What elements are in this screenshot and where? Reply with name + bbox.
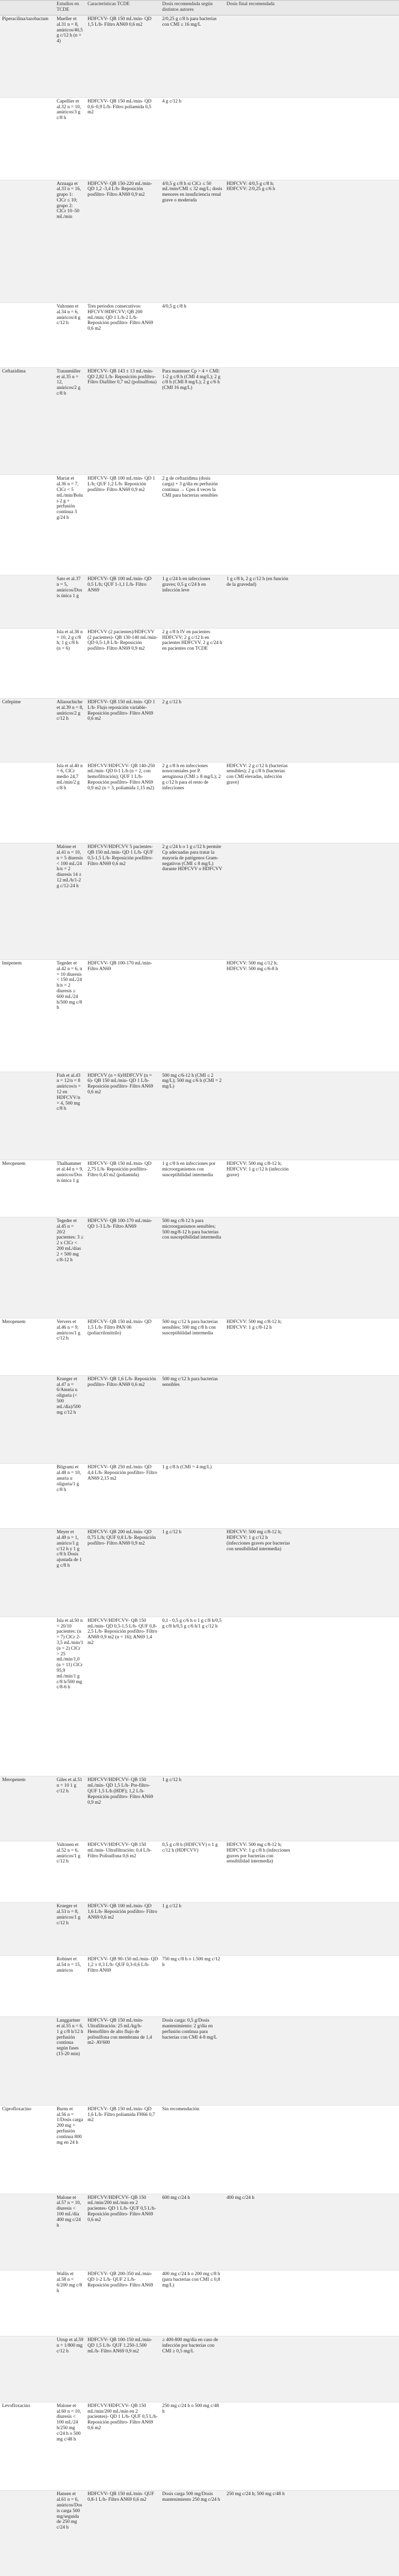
cell-family: [0, 762, 55, 843]
cell-dose: Dosis carga 500 mg/Dosis mantenimiento 250 mg c/24 h: [160, 2490, 224, 2576]
cell-study: Fish et al.43 n = 12/n = 8 anúricos/n = 12 en HDFCVV/n = 4, 500 mg c/8 h: [55, 1072, 85, 1160]
cell-spacer: [294, 1375, 399, 1464]
cell-dose: 250 mg c/24 h o 500 mg c/48 h: [160, 2402, 224, 2490]
cell-spacer: [294, 628, 399, 698]
cell-features: HDFCVV- QB 150 mL/min- QD 1,5 L/h- Filtro AN69 0,6 m2: [85, 15, 160, 98]
cell-family: Imipenem: [0, 960, 55, 1072]
cell-dose: 2 g c/8 h en infecciones nosocomiales por P. aeruginosa (CMI ≥ 8 mg/L); 2 g c/12 h para el resto de infecciones: [160, 762, 224, 843]
cell-family: [0, 2490, 55, 2576]
cell-dose: 1 g c/8 h en infecciones por microorganismos con susceptibilidad intermedia: [160, 1160, 224, 1217]
cell-features: HDFCVV- QB 150-220 mL/min- QD 1,2 -3,4 L/h- Reposición posfiltro- Filtro AN69 0,9 m2: [85, 180, 160, 303]
cell-dose: 500 mg c/8-12 h para microorganismos sensibles; 500 mg/8-12 h para bacterias con susceptibilidad intermedia: [160, 1217, 224, 1318]
cell-study: Wallis et al.58 n = 6/200 mg c/8 h: [55, 2270, 85, 2336]
table-row: [0, 1617, 399, 1776]
cell-features: HDFCVV- QB 1,6 L/h- Reposición posfiltro- Filtro AN69 0,6 m2: [85, 1375, 160, 1464]
cell-study: Langgartner et al.55 n = 6, 1 g c/8 h/12 h perfusión continua según fases (15-20 min): [55, 2017, 85, 2106]
table-row: [0, 1841, 399, 1903]
cell-final-dose: [224, 367, 294, 475]
cell-final-dose: [224, 1903, 294, 1956]
cell-dose: 0,5 g c/8 h (HDFCVV) o 1 g c/12 h (HDFCVV): [160, 1841, 224, 1903]
table-row: [0, 2194, 399, 2270]
cell-features: HDFCVV- QB 100 mL/min- QD 1 L/h; QUF 1,2 L/h- Reposición posfiltro- Filtro AN69 0,9 m2: [85, 475, 160, 575]
cell-spacer: [294, 575, 399, 629]
table-row: [0, 180, 399, 303]
table-header-row: [0, 1, 399, 15]
cell-spacer: [294, 960, 399, 1072]
cell-study: Mariat et al.36 n = 7, ClCr < 5 mL/min/Bolus 2 g + perfusión continua 3 g/24 h: [55, 475, 85, 575]
cell-family: Cefepime: [0, 699, 55, 762]
cell-study: Isla et al.50 n = 20/10 pacientes: (n = 7) ClCr 2-3,5 mL/min/1 (n = 2) ClCr > 25 mL/min/1,0 (n = 11) ClCr 95,9 mL/min/1 g c/8 h/500 mg c/8-6 h: [55, 1617, 85, 1776]
cell-dose: 1 g c/12 h: [160, 1903, 224, 1956]
table-row: [0, 762, 399, 843]
cell-study: Isla et al.40 n = 6, ClCr medio 24,7 mL/min/2 g c/8 h: [55, 762, 85, 843]
cell-spacer: [294, 2194, 399, 2270]
cell-dose: 600 mg c/24 h: [160, 2194, 224, 2270]
cell-dose: 750 mg c/8 h o 1.500 mg c/12 h: [160, 1955, 224, 2016]
cell-spacer: [294, 2105, 399, 2194]
cell-dose: ≥ 400-800 mg/día en caso de infección por bacterias con CMI ≥ 0,5 mg/L: [160, 2336, 224, 2402]
cell-dose: Sin recomendación: [160, 2105, 224, 2194]
cell-dose: 2 g c/24 h o 1 g c/12 h permite Cp adecuadas para tratar la mayoría de patógenos Gram-negativos (CMI ≤ 8 mg/L) durante HDFCVV o HDFCVV: [160, 843, 224, 960]
cell-features: HDFCVV/HDFCVV- QB 150 mL/min/200 mL/min en 2 pacientes- QD 1 L/h- QUF 0,5 L/h- Reposición posfiltro- Filtro AN69 0,6 m2: [85, 2194, 160, 2270]
cell-dose: Para mantener Cp > 4 × CMI: 1-2 g c/8 h (CMI 4 mg/L); 2 g c/8 h (CMI 8 mg/L); 2 g c/6 h (CMI 16 mg/L): [160, 367, 224, 475]
cell-family: [0, 475, 55, 575]
cell-final-dose: [224, 1464, 294, 1529]
cell-final-dose: [224, 1217, 294, 1318]
cell-features: HDFCVV- QB 200-350 mL/min- QD 1-2 L/h- QUF 2 L/h- Reposición posfiltro- Filtro AN69: [85, 2270, 160, 2336]
cell-family: Meropenem: [0, 1776, 55, 1841]
cell-final-dose: [224, 2336, 294, 2402]
table-row: [0, 97, 399, 180]
cell-features: HDFCVV- QB 100-150 mL/min- QD 1,5 L/h- QUF 1.250-1.500 mL/h- Filtro AN69 0,9 m2: [85, 2336, 160, 2402]
cell-features: HDFCVV- QB 100-170 mL/min- QD 1-3 L/h- Filtro AN69: [85, 1217, 160, 1318]
cell-spacer: [294, 1072, 399, 1160]
cell-features: HDFCVV- QB 150 mL/min- Ultrafiltración: 25 mL/kg/h- Hemofiltro de alto flujo de polisulfona con membrana de 1,4 m2- AV600: [85, 2017, 160, 2106]
cell-dose: Dosis carga: 0,5 g/Dosis mantenimiento: 2 g/día en perfusión continua para bacterias con CMI 4-8 mg/L: [160, 2017, 224, 2106]
table-row: [0, 2017, 399, 2106]
table-row: [0, 575, 399, 629]
cell-final-dose: 400 mg c/24 h: [224, 2194, 294, 2270]
cell-spacer: [294, 1529, 399, 1617]
cell-features: HDFCVV- QB 150 mL/min- QD 2,75 L/h- Reposición posfiltro- Filtro 0,43 m2 (poliamida): [85, 1160, 160, 1217]
cell-family: Levofloxacino: [0, 2402, 55, 2490]
table-row: [0, 1160, 399, 1217]
cell-family: [0, 2194, 55, 2270]
cell-spacer: [294, 1318, 399, 1376]
header-study: Estudios en TCDE: [55, 1, 85, 15]
table-row: [0, 843, 399, 960]
cell-final-dose: [224, 15, 294, 98]
cell-dose: 500 mg c/12 h para bacterias sensibles; 500 mg c/8 h con susceptibilidad intermedia: [160, 1318, 224, 1376]
cell-family: [0, 1375, 55, 1464]
cell-family: [0, 2017, 55, 2106]
cell-features: HDFCVV- QB 143 ± 13 mL/min- QD 2,82 L/h- Reposición posfiltro- Filtro Diafilter 0,7 m2 (polisulfona): [85, 367, 160, 475]
cell-family: [0, 628, 55, 698]
cell-spacer: [294, 1776, 399, 1841]
cell-features: HDFCVV/HDFCVV- QB 140-250 mL/min- QD 0-1 L/h (n = 2, con hemofiltración); QUF 1 L/h- Reposición posfiltro- Filtro AN69 0,9 m2 (n = 3, poliamida 1,15 m2): [85, 762, 160, 843]
cell-family: [0, 2336, 55, 2402]
cell-study: Burns et al.56 n = 1/Dosis carga 200 mg + perfusión continua 800 mg en 24 h: [55, 2105, 85, 2194]
cell-study: Valtonen et al.34 n = 6, anúricos/4 g c/12 h: [55, 303, 85, 368]
cell-dose: 2 g c/12 h: [160, 699, 224, 762]
cell-study: Tegeder et al.42 n = 6, n = 10 diuresis < 150 mL/24 h/n = 2 diuresis ≥ 600 mL/24 h/500 mg c/8 h: [55, 960, 85, 1072]
cell-final-dose: [224, 1375, 294, 1464]
cell-family: [0, 1529, 55, 1617]
cell-features: HDFCVV/HDFCVV- QB 150 mL/min- Ultrafiltración: 0,4 L/h- Filtro Polisulfona 0,6 m2: [85, 1841, 160, 1903]
cell-family: [0, 97, 55, 180]
cell-dose: 4/0,5 g c/8 h: [160, 303, 224, 368]
cell-spacer: [294, 367, 399, 475]
cell-study: Capellier et al.32 n = 10, anúricos/3 g c/8 h: [55, 97, 85, 180]
cell-final-dose: HDFCVV: 4/0,5 g c/8 h; HDFCVV: 2/0,25 g c/6 h: [224, 180, 294, 303]
cell-family: [0, 575, 55, 629]
cell-spacer: [294, 1841, 399, 1903]
table-row: [0, 2270, 399, 2336]
cell-spacer: [294, 843, 399, 960]
table-row: [0, 1375, 399, 1464]
table-row: [0, 2402, 399, 2490]
cell-features: HDFCVV- QB 100-170 mL/min- Filtro AN69: [85, 960, 160, 1072]
cell-dose: 400 mg c/24 h o 200 mg c/8 h (para bacterias con CMI ≤ 0,8 mg/L): [160, 2270, 224, 2336]
cell-final-dose: [224, 2017, 294, 2106]
cell-final-dose: [224, 2105, 294, 2194]
table-row: [0, 475, 399, 575]
cell-final-dose: HDFCVV: 500 mg c/12 h; HDFCVV: 500 mg c/6-8 h: [224, 960, 294, 1072]
cell-dose: 1 g c/12 h: [160, 1529, 224, 1617]
cell-final-dose: [224, 475, 294, 575]
cell-study: Krueger et al.53 n = 8, anúricos/1 g c/12 h: [55, 1903, 85, 1956]
cell-spacer: [294, 2490, 399, 2576]
cell-final-dose: [224, 97, 294, 180]
cell-dose: 4 g c/12 h: [160, 97, 224, 180]
cell-study: Mueller et al.31 n = 8, anúricos/40,5 g c/12 h (n = 4): [55, 15, 85, 98]
table-body: [0, 15, 399, 2576]
cell-study: Malone et al.41 n = 10, n = 5 diuresis < 100 mL/24 h/n = 2 diuresis 14 ± 12 mL/h/1-2 g c/12-24 h: [55, 843, 85, 960]
cell-study: Tegeder et al.45 n = 20/2 pacientes: 3 ≥ 2 x ClCr < 200 mL/días 2 × 500 mg c/8-12 h: [55, 1217, 85, 1318]
table-row: [0, 1903, 399, 1956]
cell-spacer: [294, 1217, 399, 1318]
cell-spacer: [294, 2402, 399, 2490]
cell-study: Hansen et al.61 n = 6, anúricos/Dosis carga 500 mg/seguida de 250 mg c/24 h: [55, 2490, 85, 2576]
cell-final-dose: [224, 843, 294, 960]
cell-dose: 1 g c/8 h (CMI = 4 mg/L): [160, 1464, 224, 1529]
cell-spacer: [294, 475, 399, 575]
cell-features: HDFCVV/HDFCVV- QB 150 mL/min/200 mL/min en 2 pacientes)- QD 1 L/h- QUF 0,5 L/h- Reposición posfiltro- Filtro AN69 0,6 m2: [85, 2402, 160, 2490]
cell-family: [0, 2270, 55, 2336]
cell-spacer: [294, 1903, 399, 1956]
cell-final-dose: [224, 1776, 294, 1841]
cell-final-dose: 250 mg c/24 h; 500 mg c/48 h: [224, 2490, 294, 2576]
header-dose: Dosis recomendada según distintos autores: [160, 1, 224, 15]
cell-features: HDFCVV- QB 150 mL/min- QD 1 L/h- Flujo reposición variable- Reposición posfiltro- Filtro AN69 0,6 m2: [85, 699, 160, 762]
cell-final-dose: HDFCVV: 2 g c/12 h (bacterias sensibles); 2 g c/8 h (bacterias con CMI elevadas, infección grave): [224, 762, 294, 843]
cell-family: [0, 1217, 55, 1318]
cell-study: Bilgrami et al.48 n = 10, anuria u oliguria/1 g c/8 h: [55, 1464, 85, 1529]
cell-family: [0, 843, 55, 960]
cell-dose: 500 mg c/12 h para bacterias sensibles: [160, 1375, 224, 1464]
table-row: [0, 2336, 399, 2402]
cell-family: Meropenem: [0, 1318, 55, 1376]
table-row: [0, 628, 399, 698]
table-row: [0, 1464, 399, 1529]
cell-dose: 500 mg c/6-12 h (CMI ≤ 2 mg/L); 500 mg c/6 h (CMI = 2 mg/L): [160, 1072, 224, 1160]
cell-spacer: [294, 1617, 399, 1776]
table-row: [0, 699, 399, 762]
cell-study: Malone et al.57 n = 10, diuresis < 100 mL/día 400 mg c/24 h: [55, 2194, 85, 2270]
cell-study: Giles et al.51 n = 10 1 g c/12 h: [55, 1776, 85, 1841]
table-row: [0, 960, 399, 1072]
table-row: [0, 1529, 399, 1617]
table-row: [0, 1776, 399, 1841]
cell-features: HDFCVV/HDFCVV 5 pacientes- QB 150 mL/min- QD 1 L/h- QUF 0,5-1,5 L/h- Reposición posfiltro- Filtro AN69 0,6 m2: [85, 843, 160, 960]
cell-spacer: [294, 1955, 399, 2016]
cell-spacer: [294, 699, 399, 762]
table-row: [0, 2105, 399, 2194]
cell-features: HDFCVV (n = 6)/HDFCVV (n = 6)- QB 150 mL/min- QD 1 L/h- Reposición posfiltro- Filtro AN69 0,6 m2: [85, 1072, 160, 1160]
cell-study: Krueger et al.47 n = 6/Anuria u oliguria (< 500 mL/día)/500 mg c/12 h: [55, 1375, 85, 1464]
cell-dose: [160, 960, 224, 1072]
header-final-dose: Dosis final recomendada: [224, 1, 294, 15]
cell-final-dose: [224, 628, 294, 698]
cell-final-dose: [224, 699, 294, 762]
cell-dose: 4/0,5 g c/8 h si ClCr ≤ 50 mL/min/CMI ≤ 32 mg/L; dosis menores en insuficiencia renal grave o moderada: [160, 180, 224, 303]
header-spacer: [294, 1, 399, 15]
cell-study: Allaouchiche et al.39 n = 8, anúricos/2 g c/12 h: [55, 699, 85, 762]
cell-family: [0, 1955, 55, 2016]
cell-features: HDFCVV/HDFCVV- QB 150 mL/min- QD 1,5 L/h- Pre-filtro- QUF 1,5 L/h (HDF); 1,2 L/h- Reposición posfiltro- Filtro AN69 0,9 m2: [85, 1776, 160, 1841]
cell-study: Meyer et al.49 n = 1, anúrico/1 g c/12 h y 1 g c/8 h Dosis ajustada de 1 g c/8 h: [55, 1529, 85, 1617]
cell-spacer: [294, 2336, 399, 2402]
cell-study: Robinet et al.54 n = 15, anúricos: [55, 1955, 85, 2016]
cell-final-dose: [224, 2270, 294, 2336]
cell-study: Arzuaga et al.33 n = 16, grupo 1: ClCr ≤ 10; grupo 2: ClCr 10–50 mL/min: [55, 180, 85, 303]
cell-features: HDFCVV- QB 100 mL/min- QD 0,5 L/h; QUF 1-1,1 L/h- Filtro AN69: [85, 575, 160, 629]
cell-family: [0, 1617, 55, 1776]
table-row: [0, 367, 399, 475]
cell-family: Piperacilina/tazobactam: [0, 15, 55, 98]
cell-spacer: [294, 303, 399, 368]
cell-spacer: [294, 2270, 399, 2336]
cell-family: Ceftazidima: [0, 367, 55, 475]
cell-final-dose: HDFCVV: 500 mg c/8-12 h; HDFCVV: 1 g c/8 h (infecciones graves por bacterias con sensibilidad intermedia): [224, 1841, 294, 1903]
cell-study: Valtonen et al.52 n = 6, anúricos/1 g c/12 h: [55, 1841, 85, 1903]
cell-study: Ververs et al.46 n = 9, anúricos/1 g c/12 h: [55, 1318, 85, 1376]
cell-features: HDFCVV- QB 250 mL/min- QD 4,4 L/h- Reposición posfiltro- Filtro AN69 2,15 m2: [85, 1464, 160, 1529]
cell-study: Malone et al.60 n = 10, diuresis < 100 mL/24 h/250 mg c/24 h o 500 mg c/48 h: [55, 2402, 85, 2490]
cell-final-dose: [224, 1955, 294, 2016]
cell-final-dose: 1 g c/8 h, 2 g c/12 h (en función de la gravedad): [224, 575, 294, 629]
cell-dose: 0,1 - 0,5 g c/6 h o 1 g c/8 h/0,5 g c/8 h/0,5 g c/6 h/1 g c/12 h: [160, 1617, 224, 1776]
cell-features: HDFCVV- QB 200 mL/min- QD 0,75 L/h; QUF 0,8 L/h- Reposición posfiltro- Filtro AN69 0,9 m2: [85, 1529, 160, 1617]
cell-final-dose: HDFCVV: 500 mg c/8-12 h; HDFCVV: 1 g c/8-12 h: [224, 1318, 294, 1376]
cell-spacer: [294, 180, 399, 303]
cell-dose: 2/0,25 g c/8 h para bacterias con CMI ≤ 16 mg/L: [160, 15, 224, 98]
table-row: [0, 1955, 399, 2016]
cell-final-dose: [224, 2402, 294, 2490]
cell-dose: 1 g c/24 h en infecciones graves; 0,5 g c/24 h en infección leve: [160, 575, 224, 629]
cell-spacer: [294, 762, 399, 843]
cell-family: [0, 1903, 55, 1956]
cell-family: Meropenem: [0, 1160, 55, 1217]
table-row: [0, 303, 399, 368]
table-row: [0, 15, 399, 98]
cell-family: [0, 1464, 55, 1529]
header-features: Características TCDE: [85, 1, 160, 15]
cell-features: HDFCVV- QB 150 mL/min- QUF 0,8-1 L/h- Filtro AN69 0,6 m2: [85, 2490, 160, 2576]
cell-family: [0, 1072, 55, 1160]
cell-final-dose: HDFCVV: 500 mg c/8-12 h; HDFCVV: 1 g c/12 h (infecciones graves por bacterias con sensibilidad intermedia): [224, 1529, 294, 1617]
cell-final-dose: [224, 1072, 294, 1160]
cell-study: Traunmüller et al.35 n = 12, anúricos/2 g c/8 h: [55, 367, 85, 475]
cell-spacer: [294, 1464, 399, 1529]
cell-features: HDFCVV- QB 90-150 mL/min- QD 1,2 ± 0,3 L/h- QUF 0,3-0,6 L/h- Filtro AN69: [85, 1955, 160, 2016]
cell-spacer: [294, 1160, 399, 1217]
cell-final-dose: [224, 303, 294, 368]
cell-spacer: [294, 2017, 399, 2106]
cell-features: Tres periodos consecutivos: HFCVV/HDFCVV; QB 200 mL/min; QD 1 L/h-2 L/h- Reposición posfiltro- Filtro AN69 0,6 m2: [85, 303, 160, 368]
header-family: [0, 1, 55, 15]
table-row: [0, 2490, 399, 2576]
cell-features: HDFCVV/HDFCVV- QB 150 mL/min- QD 0,5-1,5 L/h- QUF 0,8-2,5 L/h- Reposición posfiltro- Filtro AN69 0,9 m2 (n = 16); AN69 1,4 m2: [85, 1617, 160, 1776]
cell-study: Utrup et al.59 n = 1/800 mg c/12 h: [55, 2336, 85, 2402]
cell-features: HDFCVV- QB 150 mL/min- QD 1,6 L/h- Filtro poliamida FH66 0,7 m2: [85, 2105, 160, 2194]
cell-features: HDFCVV (2 pacientes)/HDFCVV (2 pacientes)- QB 130-140 mL/min- QD 0,5-1,8 L/h- Reposición posfiltro- Filtro AN69 0,9 m2: [85, 628, 160, 698]
cell-dose: 2 g de ceftazidima (dosis carga) + 3 g/día en perfusión continua → Cpss 4 veces la CMI para bacterias sensibles: [160, 475, 224, 575]
cell-family: [0, 180, 55, 303]
cell-family: Ciprofloxacino: [0, 2105, 55, 2194]
table-row: [0, 1318, 399, 1376]
cell-features: HDFCVV- QB 150 mL/min- QD 1,5 L/h- Filtro PAN 06 (poliacrilonitrilo): [85, 1318, 160, 1376]
cell-features: HDFCVV- QB 100 mL/min- QD 1,6 L/h- Reposición posfiltro- Filtro AN69 0,6 m2: [85, 1903, 160, 1956]
cell-features: HDFCVV- QB 150 mL/min- QD 0,6–0,9 L/h- Filtro poliamida 0,5 m2: [85, 97, 160, 180]
cell-study: Isla et al.38 n = 10, 2 g c/8 h; 1 g c/8 h (n = 6): [55, 628, 85, 698]
cell-study: Thalhammer et al.44 n = 9, anúricos/Dosis única 1 g: [55, 1160, 85, 1217]
cell-family: [0, 303, 55, 368]
cell-final-dose: [224, 1617, 294, 1776]
cell-family: [0, 1841, 55, 1903]
cell-spacer: [294, 15, 399, 98]
table-row: [0, 1217, 399, 1318]
cell-spacer: [294, 97, 399, 180]
cell-final-dose: HDFCVV: 500 mg c/8-12 h; HDFCVV: 1 g c/12 h (infección grave): [224, 1160, 294, 1217]
cell-dose: 2 g c/8 h IV en pacientes HDFCVV; 2 g c/12 h en pacientes HDFCVV. 2 g c/24 h en pacientes con TCDE: [160, 628, 224, 698]
cell-study: Sato et al.37 n = 5, anúricos/Dosis única 1 g: [55, 575, 85, 629]
table-row: [0, 1072, 399, 1160]
cell-dose: 1 g c/12 h: [160, 1776, 224, 1841]
